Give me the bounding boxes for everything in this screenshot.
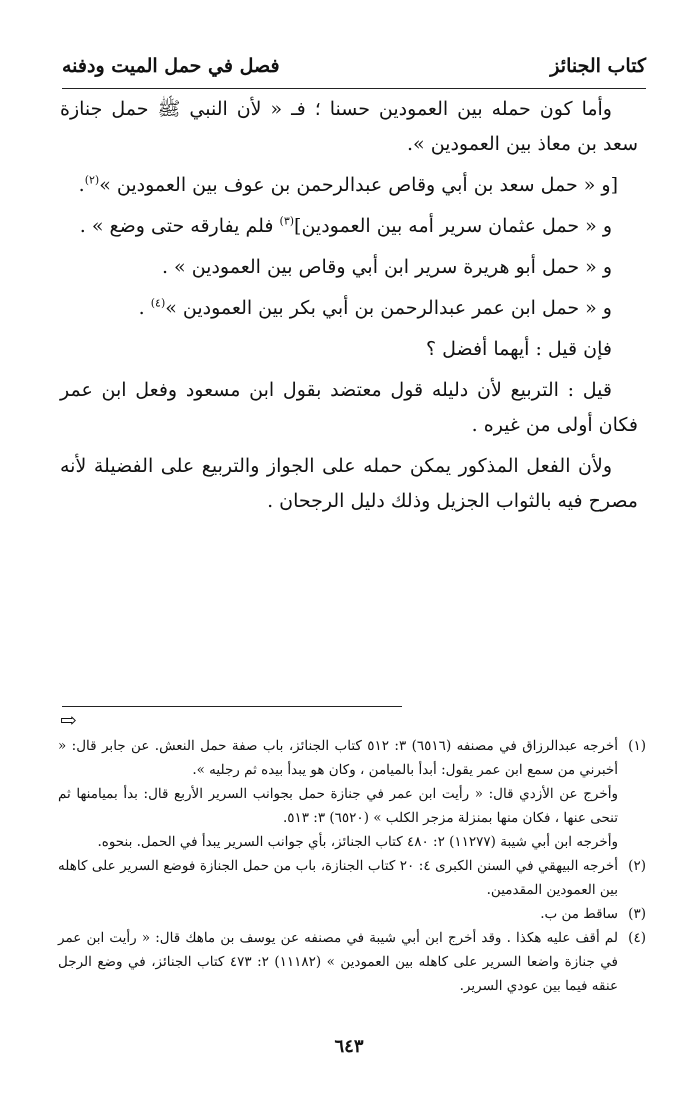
footnote-1	[58, 734, 646, 854]
footnote-number: (٢)	[628, 858, 646, 874]
footnote-number: (٤)	[628, 930, 646, 946]
paragraph-3-tail: فلم يفارقه حتى وضع » .	[79, 215, 280, 237]
footnote-2	[58, 854, 646, 902]
book-title: كتاب الجنائز	[550, 55, 646, 77]
footnote-number: (٣)	[628, 906, 646, 922]
running-header	[62, 44, 646, 89]
paragraph-3-text: و « حمل عثمان سرير أمه بين العمودين]	[294, 215, 612, 237]
paragraph-2-text: [و « حمل سعد بن أبي وقاص عبدالرحمن بن عوف بين العمودين »	[99, 174, 618, 196]
paragraph-3	[60, 209, 638, 244]
footnote-text	[58, 926, 618, 998]
footnote-text	[58, 902, 618, 926]
footnote-line: وأخرج عن الأزدي قال: « رأيت ابن عمر في جنازة حمل بجوانب السرير الأربع قال: بدأ بميامنها ثم تنحى عنها ، فكان منها بمنزلة مزجر الكلب » (٦٥٢٠) ٣: ٥١٣.	[58, 786, 618, 826]
continuation-arrow-icon: ⇨	[60, 708, 77, 732]
footnote-ref-4[interactable]: (٤)	[150, 296, 166, 310]
footnote-line: وأخرجه ابن أبي شيبة (١١٢٧٧) ٢: ٤٨٠ كتاب الجنائز، بأي جوانب السرير يبدأ في الحمل. بنحوه.	[97, 834, 618, 850]
footnote-ref-2[interactable]: (٢)	[84, 173, 100, 187]
paragraph-1: وأما كون حمله بين العمودين حسنا ؛ فـ « لأن النبي ﷺ حمل جنازة سعد بن معاذ بين العمودين ».	[60, 98, 638, 155]
footnote-line: لم أقف عليه هكذا . وقد أخرج ابن أبي شيبة في مصنفه عن يوسف بن ماهك قال: « رأيت ابن عمر في جنازة واضعا السرير على كاهله بين العمودين » (١١١٨٢) ٢: ٤٧٣ كتاب الجنائز، في وضع الرجل عنقه فيما بين عودي السرير.	[58, 930, 618, 994]
paragraph-5-text: و « حمل ابن عمر عبدالرحمن بن أبي بكر بين العمودين »	[165, 297, 612, 319]
footnote-line: أخرجه عبدالرزاق في مصنفه (٦٥١٦) ٣: ٥١٢ كتاب الجنائز، باب صفة حمل النعش. عن جابر قال: « أخبرني من سمع ابن عمر يقول: أبدأ بالميامن ، وكان هو يبدأ بيده ثم رجليه ».	[58, 738, 618, 778]
footnote-number: (١)	[628, 738, 646, 754]
paragraph-7: قيل : التربيع لأن دليله قول معتضد بقول ابن مسعود وفعل ابن عمر فكان أولى من غيره .	[60, 379, 638, 436]
footnote-line: ساقط من ب.	[540, 906, 618, 922]
footnotes	[58, 734, 646, 998]
footnote-text	[58, 854, 618, 902]
paragraph-5	[60, 291, 638, 326]
paragraph-2: [و « حمل سعد بن أبي وقاص عبدالرحمن بن عوف بين العمودين »$^{(٢)}$.	[78, 173, 618, 196]
paragraph-5-tail: .	[138, 297, 151, 319]
paragraph-4: و « حمل أبو هريرة سرير ابن أبي وقاص بين العمودين » .	[161, 256, 612, 278]
footnote-ref-3[interactable]: (٣)	[279, 214, 295, 228]
footnote-line: أخرجه البيهقي في السنن الكبرى ٤: ٢٠ كتاب الجنازة، باب من حمل الجنازة فوضع السرير على كاهله بين العمودين المقدمين.	[58, 858, 618, 898]
page-number: ٦٤٣	[334, 1036, 364, 1057]
paragraph-8: ولأن الفعل المذكور يمكن حمله على الجواز والتربيع على الفضيلة لأنه مصرح فيه بالثواب الجزيل وذلك دليل الرجحان .	[60, 455, 638, 512]
footnote-text	[58, 734, 618, 854]
footnote-4	[58, 926, 646, 998]
footnote-3	[58, 902, 646, 926]
section-title: فصل في حمل الميت ودفنه	[62, 55, 280, 77]
paragraph-6: فإن قيل : أيهما أفضل ؟	[425, 338, 612, 360]
main-text	[60, 92, 638, 525]
footnote-divider	[62, 706, 402, 707]
